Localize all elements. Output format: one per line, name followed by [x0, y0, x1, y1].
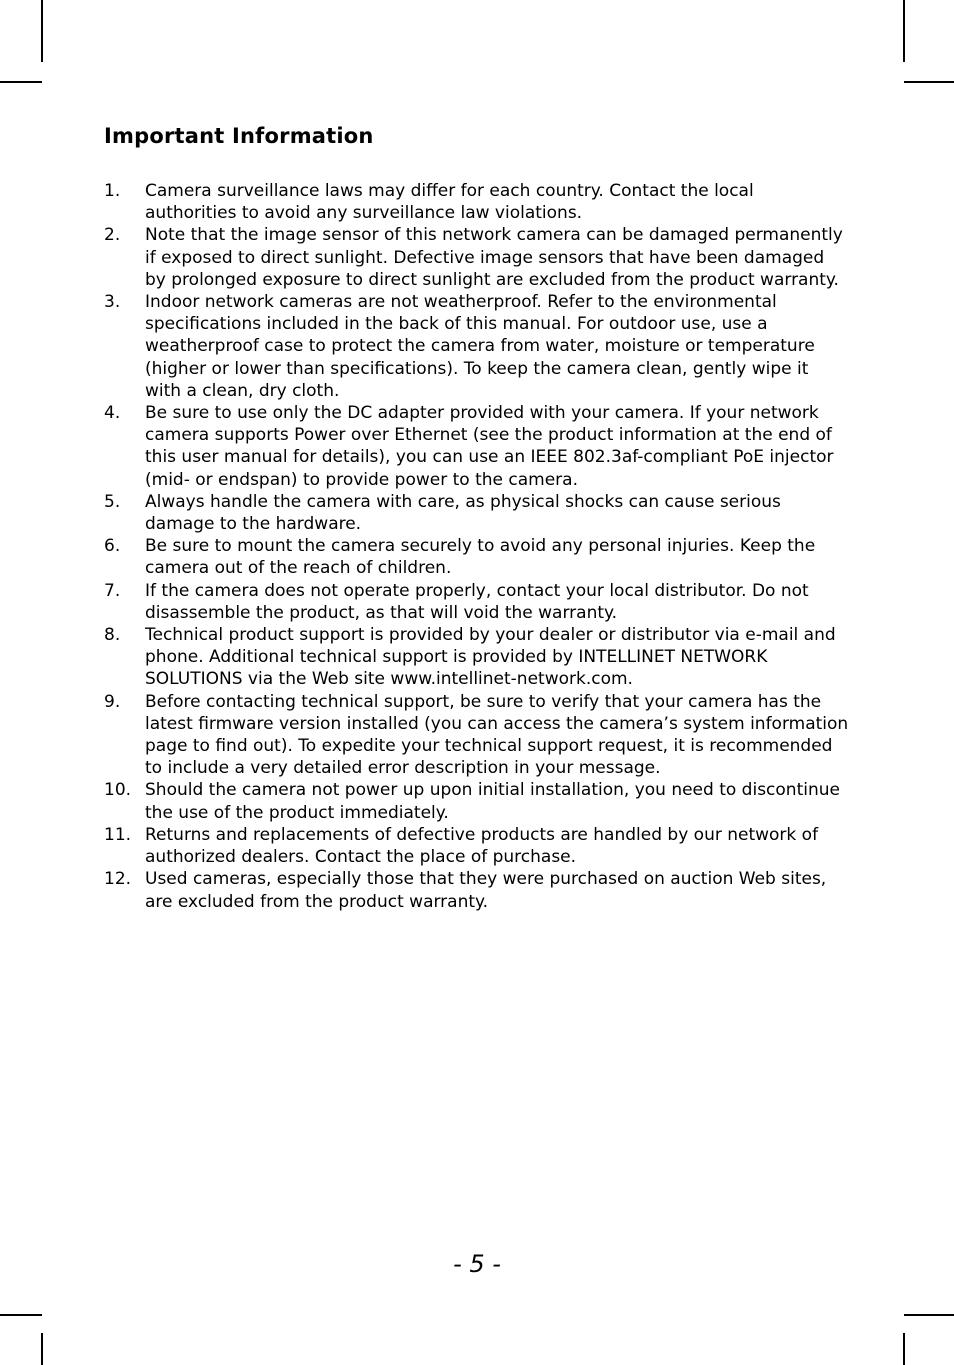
list-item-number: 11. [104, 824, 132, 845]
crop-mark-bottom-left-horizontal [0, 1314, 42, 1316]
list-item [104, 580, 849, 624]
list-item-text: Camera surveillance laws may differ for each country. Contact the local authorities to avoid any surveillance law violations. [145, 181, 754, 224]
list-item-number: 8. [104, 625, 121, 646]
list-item-number: 4. [104, 403, 121, 424]
list-item [104, 402, 849, 491]
information-list [104, 180, 849, 913]
list-item [104, 491, 849, 535]
list-item-number: 10. [104, 780, 132, 801]
list-item [104, 691, 849, 780]
list-item [104, 779, 849, 823]
crop-mark-bottom-left-vertical [41, 1333, 43, 1365]
list-item-number: 1. [104, 181, 121, 201]
list-item-text: Before contacting technical support, be sure to verify that your camera has the latest firmware version installed (you can access the camera’s system information page to find out). To expedite your technical support request, it is recommended to include a very detailed error description in your message. [145, 691, 849, 779]
list-item-text: Be sure to use only the DC adapter provided with your camera. If your network camera supports Power over Ethernet (see the product information at the end of this user manual for details), you can use an IEEE 802.3af-compliant PoE injector (mid- or endspan) to provide power to the camera. [145, 403, 834, 490]
crop-mark-bottom-right-vertical [903, 1333, 905, 1365]
list-item [104, 824, 849, 868]
list-item-number: 9. [104, 691, 121, 712]
list-item-number: 2. [104, 225, 121, 246]
list-item-text: Always handle the camera with care, as physical shocks can cause serious damage to the hardware. [145, 491, 781, 535]
list-item-text: Indoor network cameras are not weatherproof. Refer to the environmental specifications included in the back of this manual. For outdoor use, use a weatherproof case to protect the camera from water, moisture or temperature (higher or lower than specifications). To keep the camera clean, gently wipe it with a clean, dry cloth. [145, 292, 815, 401]
list-item-number: 7. [104, 580, 121, 601]
crop-mark-top-right-vertical [903, 0, 905, 62]
list-item [104, 180, 849, 224]
list-item-text: If the camera does not operate properly, contact your local distributor. Do not disassemble the product, as that will void the warranty. [145, 580, 809, 623]
list-item [104, 535, 849, 579]
crop-mark-top-left-vertical [41, 0, 43, 62]
page-title: Important Information [104, 124, 374, 148]
crop-mark-top-right-horizontal [904, 81, 954, 83]
list-item-number: 3. [104, 292, 121, 313]
list-item [104, 624, 849, 691]
list-item [104, 868, 849, 912]
list-item [104, 224, 849, 291]
crop-mark-bottom-right-horizontal [904, 1314, 954, 1316]
list-item-number: 6. [104, 536, 121, 557]
list-item-text: Should the camera not power up upon initial installation, you need to discontinue the use of the product immediately. [145, 780, 840, 823]
list-item [104, 291, 849, 402]
list-item-number: 5. [104, 491, 121, 512]
list-item-number: 12. [104, 869, 132, 890]
page-number: - 5 - [453, 1250, 501, 1278]
list-item-text: Returns and replacements of defective products are handled by our network of authorized dealers. Contact the place of purchase. [145, 824, 819, 868]
list-item-text: Used cameras, especially those that they were purchased on auction Web sites, are excluded from the product warranty. [145, 869, 827, 912]
list-item-text: Technical product support is provided by your dealer or distributor via e-mail and phone. Additional technical support is provided by INTELLINET NETWORK SOLUTIONS via the Web site www.intellinet-network.com. [145, 625, 836, 690]
list-item-text: Be sure to mount the camera securely to avoid any personal injuries. Keep the camera out of the reach of children. [145, 536, 816, 579]
list-item-text: Note that the image sensor of this network camera can be damaged permanently if exposed to direct sunlight. Defective image sensors that have been damaged by prolonged exposure to direct sunlight are excluded from the product warranty. [145, 225, 843, 290]
crop-mark-top-left-horizontal [0, 81, 42, 83]
